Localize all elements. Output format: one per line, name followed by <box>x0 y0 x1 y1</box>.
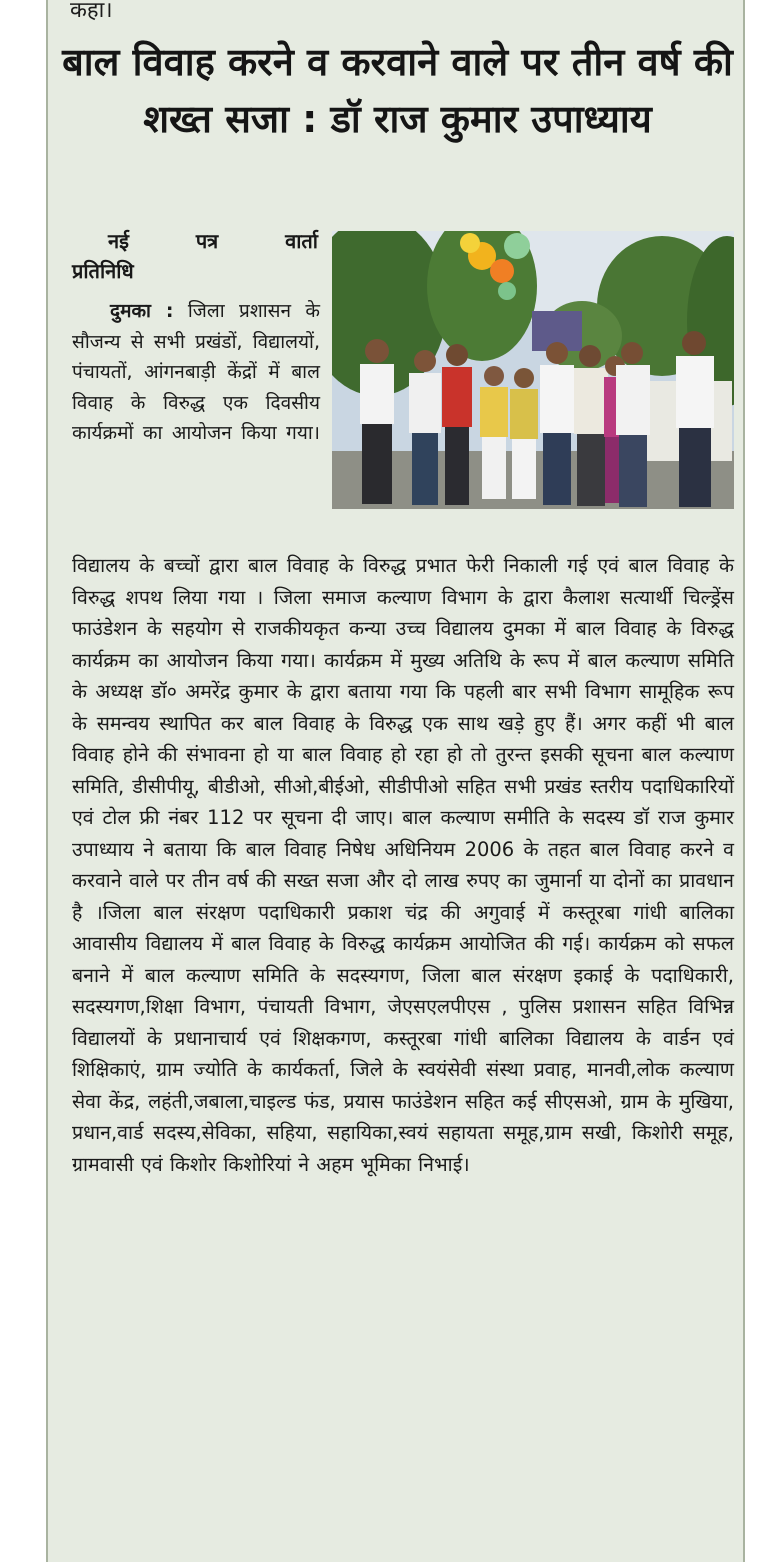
byline-word: वार्ता <box>285 229 318 253</box>
dateline: दुमका : <box>110 300 174 322</box>
byline <box>72 226 318 286</box>
article-body: विद्यालय के बच्चों द्वारा बाल विवाह के विरुद्ध प्रभात फेरी निकाली गई एवं बाल विवाह के विरुद्ध शपथ लिया गया । जिला समाज कल्याण विभाग के द्वारा कैलाश सत्यार्थी चिल्ड्रेंस फाउंडेशन के सहयोग से राजकीयकृत कन्या उच्च विद्यालय दुमका में बाल विवाह के विरुद्ध कार्यक्रम का आयोजन किया गया। कार्यक्रम में मुख्य अतिथि के रूप में बाल कल्याण समिति के अध्यक्ष डॉ० अमरेंद्र कुमार के द्वारा बताया गया कि पहली बार सभी विभाग सामूहिक रूप के समन्वय स्थापित कर बाल विवाह के विरुद्ध एक साथ खड़े हुए हैं। अगर कहीं भी बाल विवाह होने की संभावना हो या बाल विवाह हो रहा हो तो तुरन्त इसकी सूचना बाल कल्याण समिति, डीसीपीयू, बीडीओ, सीओ,बीईओ, सीडीपीओ सहित सभी प्रखंड स्तरीय पदाधिकारियों एवं टोल फ्री नंबर 112 पर सूचना दी जाए। बाल कल्याण समीति के सदस्य डॉ राज कुमार उपाध्याय ने बताया कि बाल विवाह निषेध अधिनियम 2006 के तहत बाल विवाह करने व करवाने वाले पर तीन वर्ष की सख्त सजा और दो लाख रुपए का जुमार्ना या दोनों का प्रावधान है ।जिला बाल संरक्षण पदाधिकारी प्रकाश चंद्र की अगुवाई में कस्तूरबा गांधी बालिका आवासीय विद्यालय में बाल विवाह के विरुद्ध कार्यक्रम आयोजित की गई। कार्यक्रम को सफल बनाने में बाल कल्याण समिति के सदस्यगण, जिला बाल संरक्षण इकाई के पदाधिकारी, सदस्यगण,शिक्षा विभाग, पंचायती विभाग, जेएसएलपीएस , पुलिस प्रशासन सहित विभिन्न विद्यालयों के प्रधानाचार्य एवं शिक्षकगण, कस्तूरबा गांधी बालिका विद्यालय के वार्डन एवं शिक्षिकाएं, ग्राम ज्योति के कार्यकर्ता, जिले के स्वयंसेवी संस्था प्रवाह, मानवी,लोक कल्याण सेवा केंद्र, लहंती,जबाला,चाइल्ड फंड, प्रयास फाउंडेशन सहित कई सीएसओ, ग्राम के मुखिया, प्रधान,वार्ड सदस्य,सेविका, सहिया, सहायिका,स्वयं सहायता समूह,ग्राम सखी, किशोरी समूह, ग्रामवासी एवं किशोर किशोरियां ने अहम भूमिका निभाई। <box>72 554 734 1176</box>
byline-word: नई <box>108 229 129 253</box>
headline: बाल विवाह करने व करवाने वाले पर तीन वर्ष की शख्त सजा : डॉ राज कुमार उपाध्याय <box>62 40 733 141</box>
lead-paragraph <box>72 296 320 449</box>
event-photo-illustration <box>332 231 734 509</box>
lead-text: जिला प्रशासन के सौजन्य से सभी प्रखंडों, विद्यालयों, पंचायतों, आंगनबाड़ी केंद्रों में बाल विवाह के विरुद्ध एक दिवसीय कार्यक्रमों का आयोजन किया गया। <box>72 300 320 444</box>
previous-article-fragment: कहा। <box>70 0 113 23</box>
event-photo <box>332 231 734 509</box>
newspaper-clipping <box>46 0 745 1562</box>
byline-role: प्रतिनिधि <box>72 259 134 283</box>
byline-agency <box>72 226 318 256</box>
byline-word: पत्र <box>195 229 219 253</box>
